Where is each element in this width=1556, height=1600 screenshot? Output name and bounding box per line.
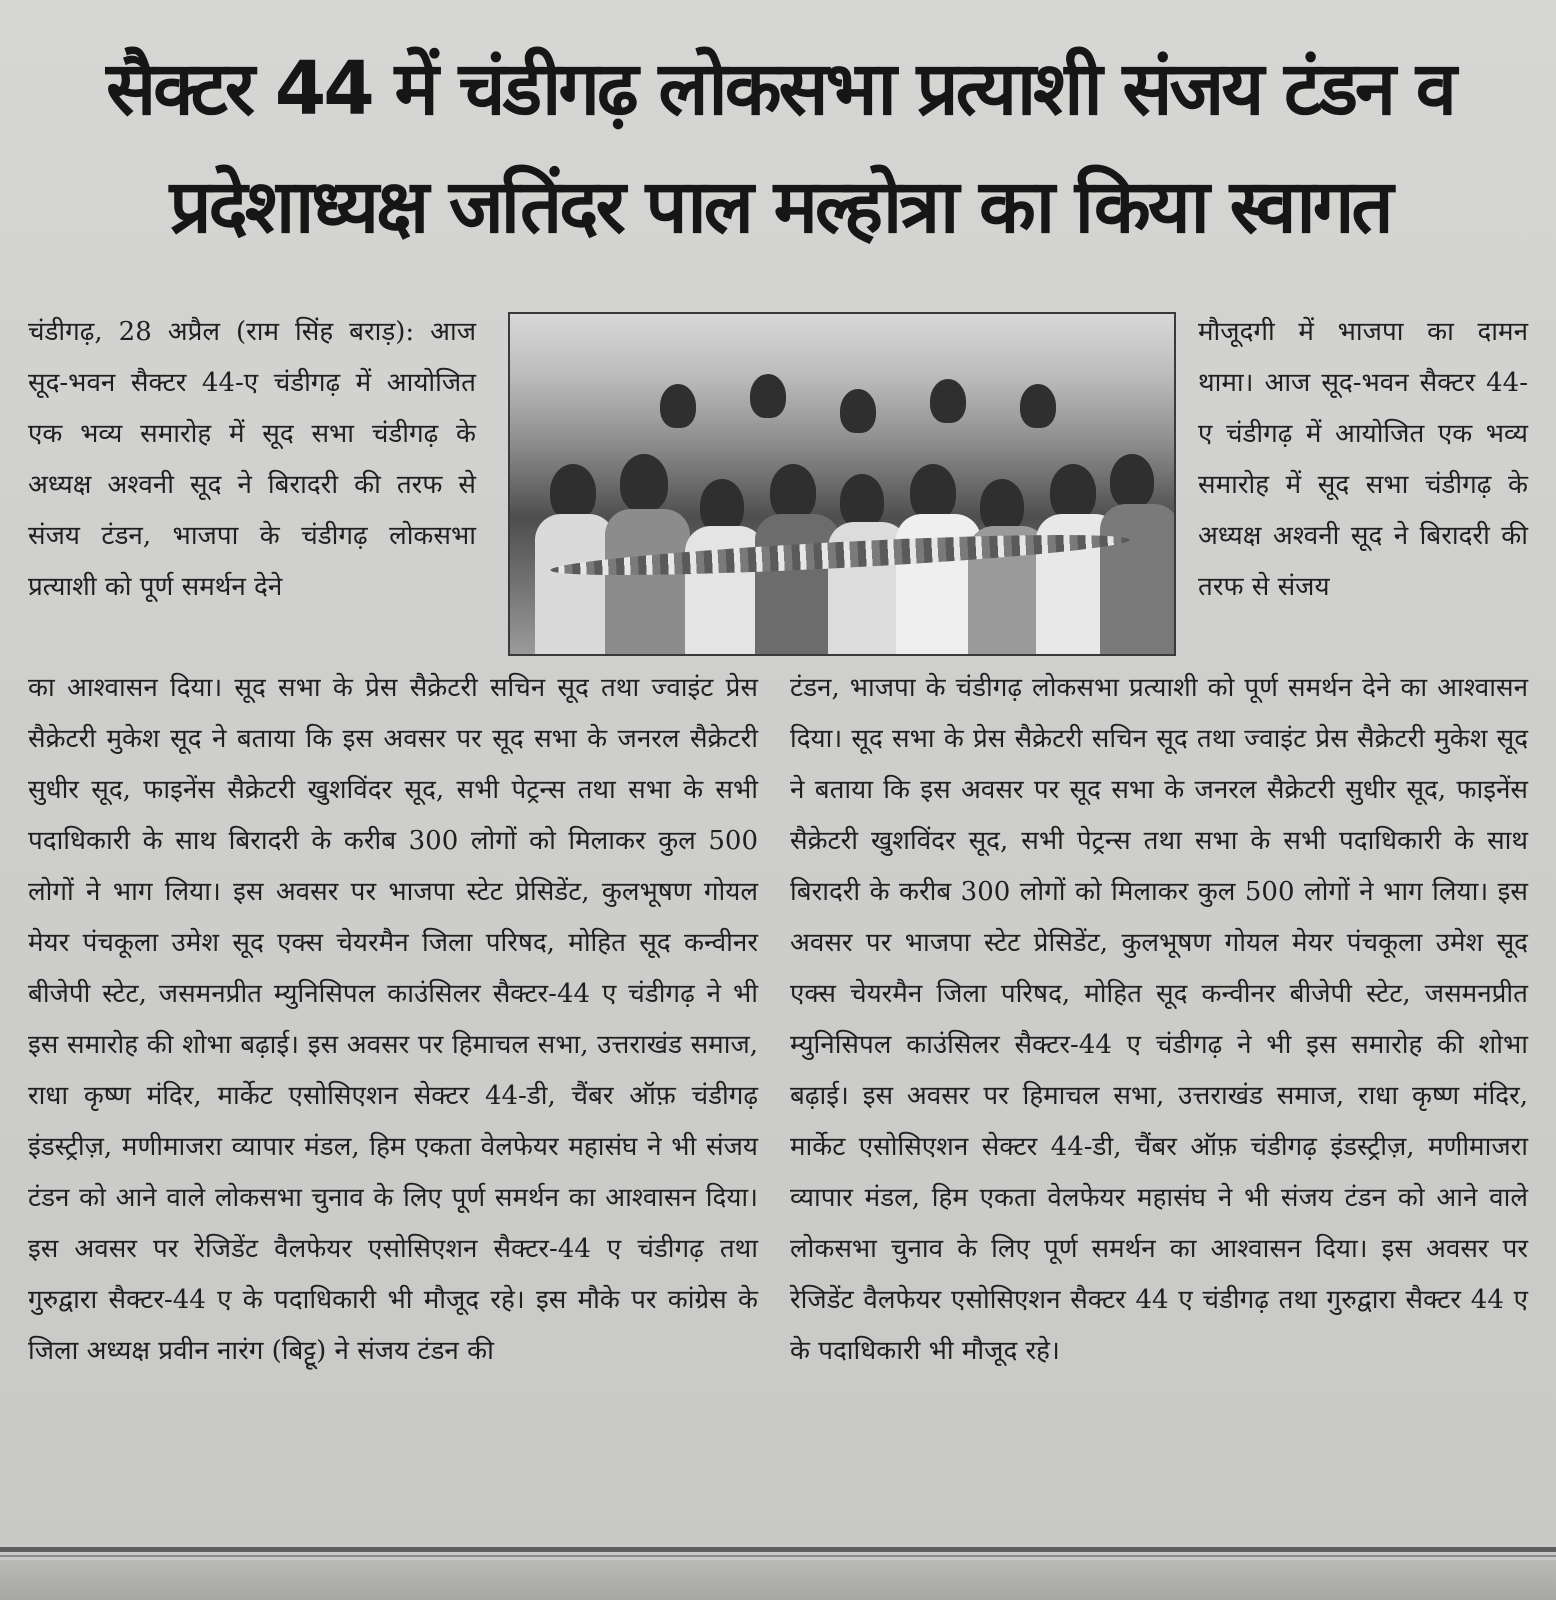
photo-person (660, 384, 696, 428)
page-edge-shadow (0, 1560, 1556, 1600)
photo-shirt (1100, 504, 1176, 654)
photo-person (1020, 384, 1056, 428)
headline (20, 30, 1540, 266)
article-column-left-bottom: का आश्वासन दिया। सूद सभा के प्रेस सैक्रेटरी सचिन सूद तथा ज्वाइंट प्रेस सैक्रेटरी मुकेश सूद ने बताया कि इस अवसर पर सूद सभा के जनरल सैक्रेटरी सुधीर सूद, फाइनेंस सैक्रेटरी खुशविंदर सूद, सभी पेट्रन्स तथा सभा के सभी पदाधिकारी के साथ बिरादरी के करीब 300 लोगों को मिलाकर कुल 500 लोगों ने भाग लिया। इस अवसर पर भाजपा स्टेट प्रेसिडेंट, कुलभूषण गोयल मेयर पंचकूला उमेश सूद एक्स चेयरमैन जिला परिषद, मोहित सूद कन्वीनर बीजेपी स्टेट, जसमनप्रीत म्युनिसिपल काउंसिलर सैक्टर-44 ए चंडीगढ़ ने भी इस समारोह की शोभा बढ़ाई। इस अवसर पर हिमाचल सभा, उत्तराखंड समाज, राधा कृष्ण मंदिर, मार्केट एसोसिएशन सेक्टर 44-डी, चैंबर ऑफ़ चंडीगढ़ इंडस्ट्रीज़, मणीमाजरा व्यापार मंडल, हिम एकता वेलफेयर महासंघ ने भी संजय टंडन को आने वाले लोकसभा चुनाव के लिए पूर्ण समर्थन का आश्वासन दिया। इस अवसर पर रेजिडेंट वैलफेयर एसोसिएशन सैक्टर-44 ए चंडीगढ़ तथा गुरुद्वारा सैक्टर-44 ए के पदाधिकारी भी मौजूद रहे। इस मौके पर कांग्रेस के जिला अध्यक्ष प्रवीन नारंग (बिट्टू) ने संजय टंडन की (28, 673, 758, 1366)
photo-person (910, 464, 956, 520)
photo-shirt (605, 509, 690, 654)
photo-person (700, 479, 744, 533)
photo-person (620, 454, 668, 512)
photo-person (750, 374, 786, 418)
divider-rule-thin (0, 1555, 1556, 1557)
photo-person (980, 479, 1024, 533)
photo-person (840, 474, 884, 528)
photo-person (1050, 464, 1096, 520)
photo-person (770, 464, 816, 520)
article-column-left-top: चंडीगढ़, 28 अप्रैल (राम सिंह बराड़): आज सूद-भवन सैक्टर 44-ए चंडीगढ़ में आयोजित एक भव्य समारोह में सूद सभा चंडीगढ़ के अध्यक्ष अश्वनी सूद ने बिरादरी की तरफ से संजय टंडन, भाजपा के चंडीगढ़ लोकसभा प्रत्याशी को पूर्ण समर्थन देने (28, 317, 476, 602)
article-column-right-top: मौजूदगी में भाजपा का दामन थामा। आज सूद-भवन सैक्टर 44-ए चंडीगढ़ में आयोजित एक भव्य समारोह में सूद सभा चंडीगढ़ के अध्यक्ष अश्वनी सूद ने बिरादरी की तरफ से संजय (1198, 317, 1528, 602)
photo-shirt (685, 526, 765, 654)
photo-person (840, 389, 876, 433)
photo-shirt (535, 514, 615, 654)
headline-line-1: सैक्टर 44 में चंडीगढ़ लोकसभा प्रत्याशी संजय टंडन व (106, 46, 1454, 132)
divider-rule (0, 1547, 1556, 1552)
headline-line-2: प्रदेशाध्यक्ष जतिंदर पाल मल्होत्रा का किया स्वागत (169, 164, 1391, 250)
photo-person (1110, 454, 1154, 508)
photo-person (550, 464, 596, 520)
photo-person (930, 379, 966, 423)
event-photo (508, 312, 1176, 656)
article-column-right-bottom: टंडन, भाजपा के चंडीगढ़ लोकसभा प्रत्याशी को पूर्ण समर्थन देने का आश्वासन दिया। सूद सभा के प्रेस सैक्रेटरी सचिन सूद तथा ज्वाइंट प्रेस सैक्रेटरी मुकेश सूद ने बताया कि इस अवसर पर सूद सभा के जनरल सैक्रेटरी सुधीर सूद, फाइनेंस सैक्रेटरी खुशविंदर सूद, सभी पेट्रन्स तथा सभा के सभी पदाधिकारी के साथ बिरादरी के करीब 300 लोगों को मिलाकर कुल 500 लोगों ने भाग लिया। इस अवसर पर भाजपा स्टेट प्रेसिडेंट, कुलभूषण गोयल मेयर पंचकूला उमेश सूद एक्स चेयरमैन जिला परिषद, मोहित सूद कन्वीनर बीजेपी स्टेट, जसमनप्रीत म्युनिसिपल काउंसिलर सैक्टर-44 ए चंडीगढ़ ने भी इस समारोह की शोभा बढ़ाई। इस अवसर पर हिमाचल सभा, उत्तराखंड समाज, राधा कृष्ण मंदिर, मार्केट एसोसिएशन सेक्टर 44-डी, चैंबर ऑफ़ चंडीगढ़ इंडस्ट्रीज़, मणीमाजरा व्यापार मंडल, हिम एकता वेलफेयर महासंघ ने भी संजय टंडन को आने वाले लोकसभा चुनाव के लिए पूर्ण समर्थन का आश्वासन दिया। इस अवसर पर रेजिडेंट वैलफेयर एसोसिएशन सैक्टर 44 ए चंडीगढ़ तथा गुरुद्वारा सैक्टर 44 ए के पदाधिकारी भी मौजूद रहे। (790, 673, 1528, 1366)
